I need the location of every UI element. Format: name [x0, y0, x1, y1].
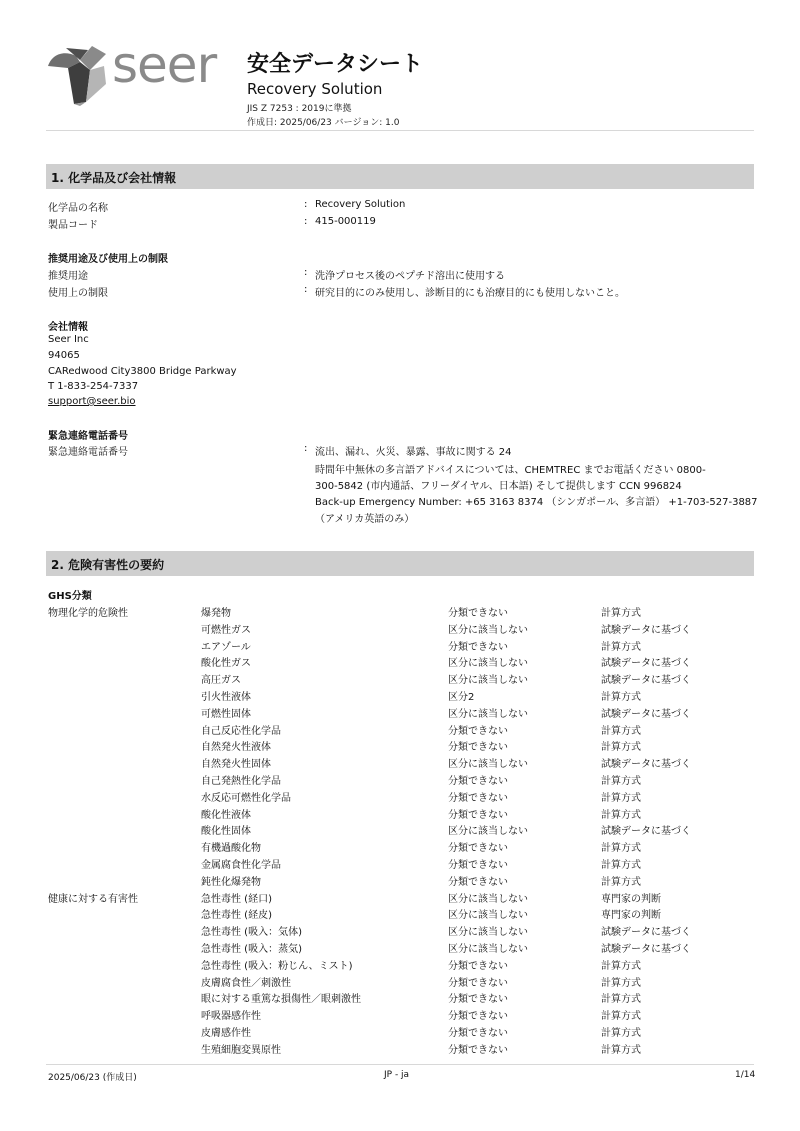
- ghs-category: 区分に該当しない: [448, 624, 528, 636]
- product-heading: Recovery Solution: [247, 80, 383, 98]
- product-name-label: 化学品の名称: [48, 203, 108, 214]
- ghs-category: 区分に該当しない: [448, 927, 528, 939]
- ghs-hazard-class: 自然発火性液体: [201, 742, 271, 754]
- product-name-value: Recovery Solution: [315, 199, 406, 210]
- ghs-method: 計算方式: [601, 876, 641, 888]
- emergency-line: 流出、漏れ、火災、暴露、事故に関する 24: [315, 447, 512, 458]
- ghs-category: 分類できない: [448, 742, 508, 754]
- recommended-use-value: 洗浄プロセス後のペプチド溶出に使用する: [315, 271, 505, 282]
- ghs-method: 試験データに基づく: [601, 675, 691, 687]
- footer-language: JP - ja: [384, 1070, 410, 1080]
- ghs-hazard-class: 呼吸器感作性: [201, 1011, 261, 1023]
- ghs-category: 分類できない: [448, 776, 508, 787]
- section-1-heading: 1. 化学品及び会社情報: [51, 171, 177, 185]
- section-1-bar: [46, 164, 754, 189]
- company-phone: T 1-833-254-7337: [48, 381, 139, 392]
- ghs-hazard-class: 皮膚感作性: [201, 1028, 251, 1039]
- ghs-method: 試験データに基づく: [601, 624, 691, 636]
- ghs-method: 計算方式: [601, 608, 641, 619]
- ghs-category: 区分に該当しない: [448, 658, 528, 670]
- use-heading: 推奨用途及び使用上の制限: [48, 254, 168, 265]
- emergency-line: 時間年中無休の多言語アドバイスについては、CHEMTREC までお電話ください 0800-: [315, 465, 706, 476]
- ghs-group: 健康に対する有害性: [48, 893, 138, 905]
- ghs-method: 計算方式: [601, 843, 641, 855]
- footer-date: 2025/06/23 (作成日): [48, 1073, 137, 1083]
- ghs-method: 計算方式: [601, 809, 641, 821]
- ghs-method: 計算方式: [601, 977, 641, 989]
- ghs-hazard-class: 水反応可燃性化学品: [201, 792, 291, 804]
- ghs-method: 計算方式: [601, 860, 641, 871]
- ghs-hazard-class: 鈍性化爆発物: [201, 876, 261, 888]
- ghs-method: 専門家の判断: [601, 910, 661, 922]
- ghs-category: 分類できない: [448, 809, 508, 821]
- ghs-hazard-class: 皮膚腐食性／刺激性: [201, 977, 291, 989]
- ghs-hazard-class: 金属腐食性化学品: [201, 860, 281, 871]
- emergency-label: 緊急連絡電話番号: [48, 447, 128, 458]
- ghs-hazard-class: 眼に対する重篤な損傷性／眼刺激性: [201, 994, 361, 1006]
- ghs-hazard-class: 自己発熱性化学品: [201, 776, 281, 787]
- ghs-method: 計算方式: [601, 1044, 641, 1056]
- emergency-line: 300-5842 (市内通話、フリーダイヤル、日本語) そして提供します CCN 996824: [315, 481, 682, 492]
- ghs-method: 計算方式: [601, 1011, 641, 1023]
- company-name: Seer Inc: [48, 334, 89, 345]
- ghs-category: 分類できない: [448, 843, 508, 855]
- ghs-method: 計算方式: [601, 960, 641, 972]
- ghs-hazard-class: 急性毒性 (吸入：蒸気): [201, 944, 302, 955]
- sds-page: seer 安全データシート Recovery Solution JIS Z 7253 : 2019に準拠 作成日: 2025/06/23 バージョン: 1.0 1. 化学品及び会社情報 化学品の名称 : Recovery Solution 製品コード : 415-000119 推奨用途及び使用上の制限 推奨用途 : 洗浄プロセス後のペプチド溶出に使用する 使用上の制限 : 研究目的にのみ使用し、診断目的にも治療目的にも使用しないこと。 会社情報 Seer Inc 94065 CARedwood City3800 Bridge Parkway T 1-833-254-7337 support@seer.bio 緊急連絡電話番号 緊急連絡電話番号 : 流出、漏れ、火災、暴露、事故に関する 24 時間年中無休の多言語アドバイスについては、CHEMTREC までお電話ください 0800- 300-5842 (市内通話、フリーダイヤル、日本語) そして提供します CCN 996824 Back-up Emergency Number: +65 3163 8374 （シンガポール、多言語） +1-703-527-3887 （アメリカ英語のみ） 2. 危険有害性の要約 GHS分類 物理化学的危険性 爆発物 分類できない 計算方式 可燃性ガス 区分に該当しない 試験データに基づく エアゾール 分類できない 計算方式 酸化性ガス 区分に該当しない 試験データに基づく 高圧ガス 区分に該当しない 試験データに基づく 引火性液体 区分2 計算方式 可燃性固体 区分に該当しない 試験データに基づく 自己反応性化学品 分類できない 計算方式 自然発火性液体 分類できない 計算方式 自然発火性固体 区分に該当しない 試験データに基づく 自己発熱性化学品 分類できない 計算方式 水反応可燃性化学品 分類できない 計算方式 酸化性液体 分類できない 計算方式 酸化性固体 区分に該当しない 試験データに基づく 有機過酸化物 分類できない 計算方式 金属腐食性化学品 分類できない 計算方式 鈍性化爆発物 分類できない 計算方式 健康に対する有害性 急性毒性 (経口) 区分に該当しない 専門家の判断 急性毒性 (経皮) 区分に該当しない 専門家の判断 急性毒性 (吸入：気体) 区分に該当しない 試験データに基づく 急性毒性 (吸入：蒸気) 区分に該当しない 試験データに基づく 急性毒性 (吸入：粉じん、ミスト) 分類できない 計算方式 皮膚腐食性／刺激性 分類できない 計算方式 眼に対する重篤な損傷性／眼刺激性 分類できない 計算方式 呼吸器感作性 分類できない 計算方式 皮膚感作性 分類できない 計算方式 生殖細胞変異原性 分類できない 計算方式 2025/06/23 (作成日) JP - ja 1/14: [48, 36, 758, 1083]
- ghs-category: 分類できない: [448, 725, 508, 737]
- ghs-category: 分類できない: [448, 960, 508, 972]
- ghs-hazard-class: 可燃性ガス: [201, 624, 251, 636]
- ghs-method: 試験データに基づく: [601, 658, 691, 670]
- ghs-category: 区分に該当しない: [448, 893, 528, 905]
- ghs-category: 区分に該当しない: [448, 826, 528, 838]
- standard-note: JIS Z 7253 : 2019に準拠: [247, 104, 352, 114]
- recommended-use-label: 推奨用途: [48, 271, 88, 282]
- ghs-category: 分類できない: [448, 1028, 508, 1039]
- ghs-hazard-class: エアゾール: [201, 641, 251, 653]
- ghs-method: 専門家の判断: [601, 893, 661, 905]
- ghs-method: 計算方式: [601, 692, 641, 703]
- company-address: CARedwood City3800 Bridge Parkway: [48, 366, 237, 377]
- ghs-heading: GHS分類: [48, 591, 92, 602]
- ghs-method: 試験データに基づく: [601, 759, 691, 771]
- ghs-method: 計算方式: [601, 792, 641, 804]
- ghs-method: 試験データに基づく: [601, 927, 691, 939]
- ghs-method: 計算方式: [601, 725, 641, 737]
- ghs-method: 計算方式: [601, 1028, 641, 1039]
- ghs-category: 分類できない: [448, 994, 508, 1006]
- ghs-hazard-class: 生殖細胞変異原性: [201, 1044, 281, 1056]
- ghs-hazard-class: 酸化性ガス: [201, 658, 251, 670]
- ghs-hazard-class: 有機過酸化物: [201, 843, 261, 855]
- ghs-hazard-class: 酸化性固体: [201, 826, 251, 838]
- ghs-method: 計算方式: [601, 742, 641, 754]
- product-code-value: 415-000119: [315, 216, 376, 227]
- use-restriction-value: 研究目的にのみ使用し、診断目的にも治療目的にも使用しないこと。: [315, 288, 625, 299]
- ghs-method: 試験データに基づく: [601, 944, 691, 955]
- ghs-category: 区分2: [448, 692, 475, 703]
- footer-page-number: 1/14: [735, 1070, 756, 1080]
- ghs-hazard-class: 自然発火性固体: [201, 759, 271, 771]
- ghs-category: 区分に該当しない: [448, 944, 528, 955]
- section-2-bar: [46, 551, 754, 576]
- ghs-category: 分類できない: [448, 608, 508, 619]
- brand-wordmark: seer: [112, 36, 217, 94]
- ghs-category: 区分に該当しない: [448, 910, 528, 922]
- ghs-hazard-class: 可燃性固体: [201, 708, 251, 720]
- ghs-category: 分類できない: [448, 876, 508, 888]
- company-email-link[interactable]: support@seer.bio: [48, 396, 136, 407]
- ghs-hazard-class: 爆発物: [201, 608, 231, 619]
- ghs-category: 区分に該当しない: [448, 708, 528, 720]
- header-divider: [46, 130, 754, 131]
- emergency-heading: 緊急連絡電話番号: [48, 431, 128, 442]
- document-title: 安全データシート: [247, 52, 424, 77]
- ghs-category: 区分に該当しない: [448, 675, 528, 687]
- ghs-hazard-class: 急性毒性 (吸入：気体): [201, 927, 302, 939]
- footer-divider: [46, 1064, 754, 1065]
- ghs-category: 区分に該当しない: [448, 759, 528, 771]
- ghs-method: 試験データに基づく: [601, 826, 691, 838]
- company-postal-code: 94065: [48, 350, 80, 361]
- ghs-category: 分類できない: [448, 641, 508, 653]
- ghs-category: 分類できない: [448, 792, 508, 804]
- ghs-category: 分類できない: [448, 977, 508, 989]
- ghs-method: 試験データに基づく: [601, 708, 691, 720]
- company-heading: 会社情報: [48, 322, 88, 333]
- ghs-method: 計算方式: [601, 776, 641, 787]
- use-restriction-label: 使用上の制限: [48, 288, 108, 299]
- section-2-heading: 2. 危険有害性の要約: [51, 558, 165, 572]
- ghs-category: 分類できない: [448, 860, 508, 871]
- ghs-hazard-class: 酸化性液体: [201, 809, 251, 821]
- ghs-hazard-class: 高圧ガス: [201, 675, 241, 687]
- ghs-category: 分類できない: [448, 1011, 508, 1023]
- ghs-hazard-class: 急性毒性 (吸入：粉じん、ミスト): [201, 960, 353, 972]
- ghs-hazard-class: 自己反応性化学品: [201, 725, 281, 737]
- ghs-hazard-class: 引火性液体: [201, 692, 251, 703]
- creation-meta: 作成日: 2025/06/23 バージョン: 1.0: [247, 118, 400, 128]
- ghs-category: 分類できない: [448, 1044, 508, 1056]
- ghs-method: 計算方式: [601, 994, 641, 1006]
- ghs-hazard-class: 急性毒性 (経皮): [201, 910, 272, 922]
- emergency-line: Back-up Emergency Number: +65 3163 8374 （シンガポール、多言語） +1-703-527-3887: [315, 497, 758, 508]
- product-code-label: 製品コード: [48, 220, 98, 231]
- ghs-group: 物理化学的危険性: [48, 608, 128, 619]
- ghs-method: 計算方式: [601, 641, 641, 653]
- ghs-hazard-class: 急性毒性 (経口): [201, 893, 272, 905]
- emergency-line: （アメリカ英語のみ）: [315, 514, 415, 525]
